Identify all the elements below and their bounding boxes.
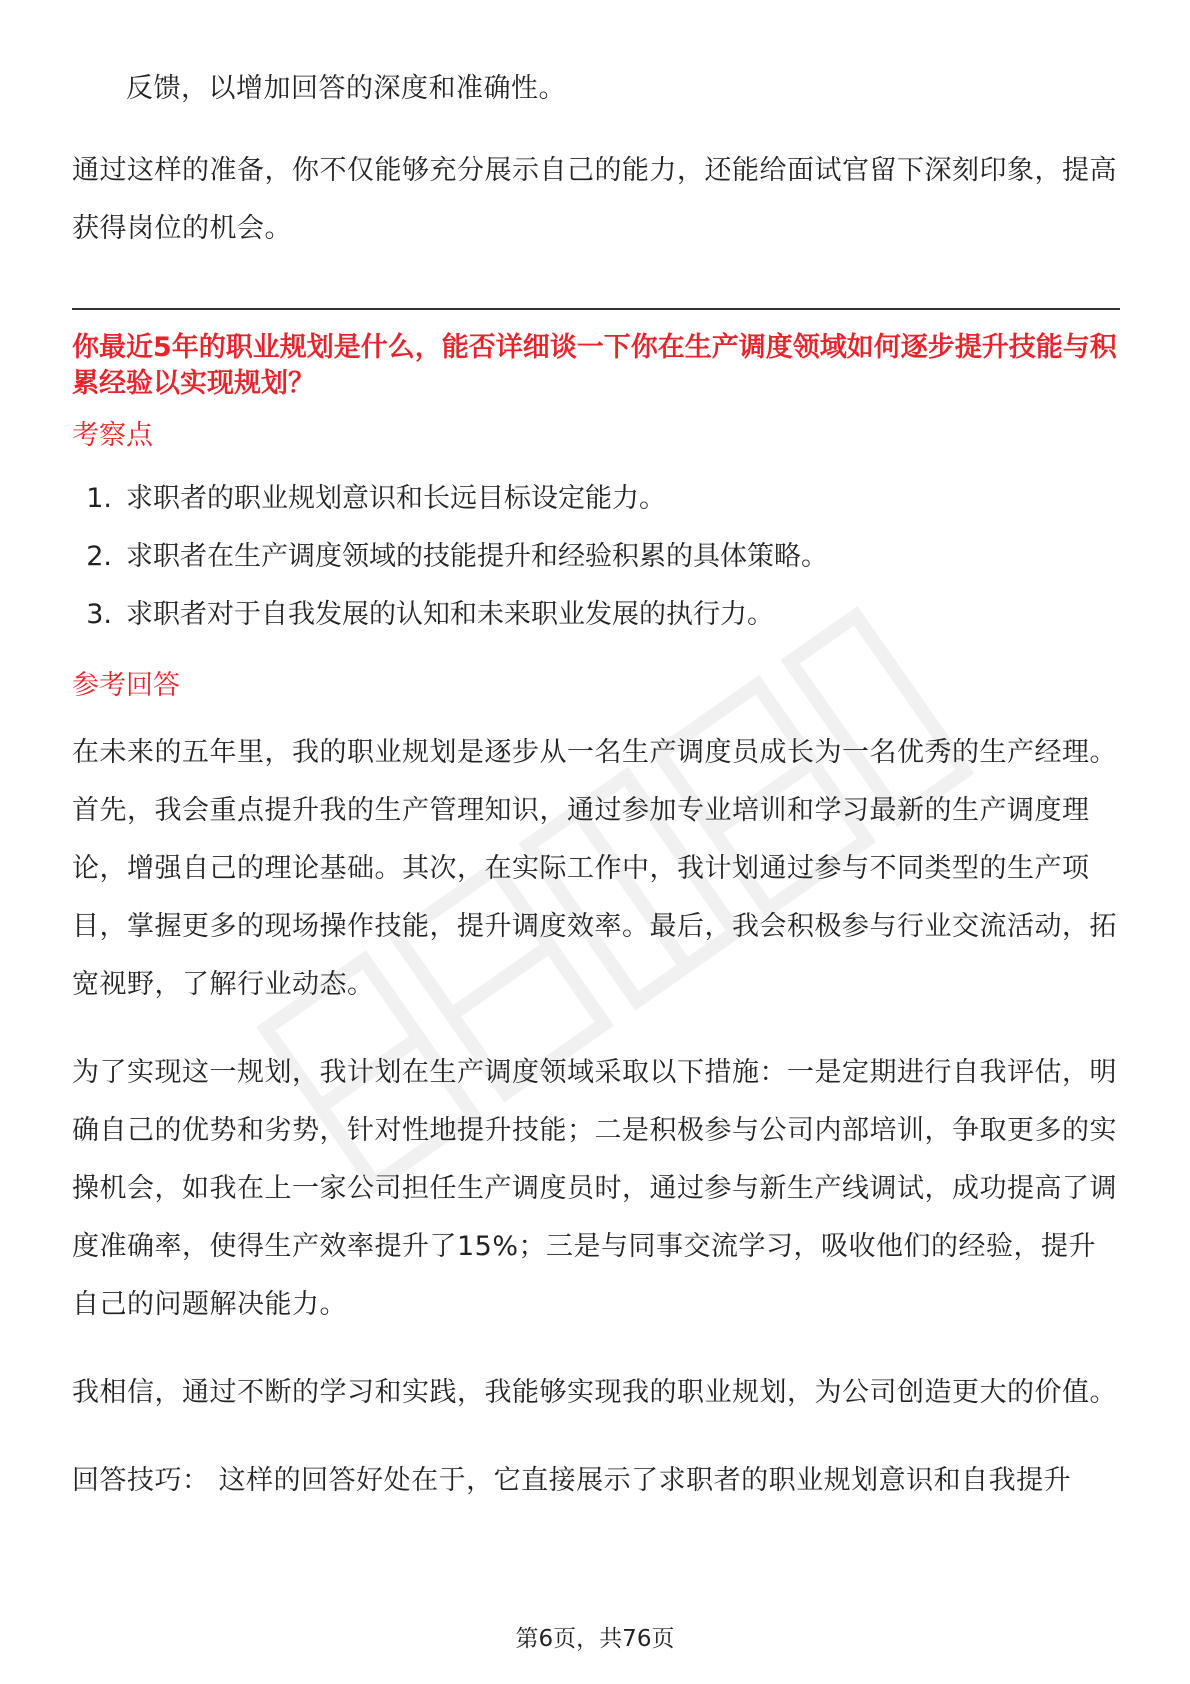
list-item-text: 求职者的职业规划意识和长远目标设定能力。 <box>126 483 666 514</box>
page-content <box>72 60 1120 1510</box>
answer-paragraph: 在未来的五年里，我的职业规划是逐步从一名生产调度员成长为一名优秀的生产经理。首先，我会重点提升我的生产管理知识，通过参加专业培训和学习最新的生产调度理论，增强自己的理论基础。其次，在实际工作中，我计划通过参与不同类型的生产项目，掌握更多的现场操作技能，提升调度效率。最后，我会积极参与行业交流活动，拓宽视野，了解行业动态。 <box>72 737 1117 1000</box>
list-item-text: 求职者对于自我发展的认知和未来职业发展的执行力。 <box>126 599 774 630</box>
list-item <box>72 586 1120 644</box>
list-item-text: 求职者在生产调度领域的技能提升和经验积累的具体策略。 <box>126 541 828 572</box>
list-item <box>72 470 1120 528</box>
intro-continued: 反馈，以增加回答的深度和准确性。 <box>126 73 566 104</box>
section-divider <box>72 308 1120 310</box>
assessment-list <box>72 470 1120 644</box>
intro-closing: 通过这样的准备，你不仅能够充分展示自己的能力，还能给面试官留下深刻印象，提高获得岗位的机会。 <box>72 155 1117 244</box>
assessment-heading: 考察点 <box>72 420 153 451</box>
answer-paragraph: 为了实现这一规划，我计划在生产调度领域采取以下措施：一是定期进行自我评估，明确自己的优势和劣势，针对性地提升技能；二是积极参与公司内部培训，争取更多的实操机会，如我在上一家公司担任生产调度员时，通过参与新生产线调试，成功提高了调度准确率，使得生产效率提升了15%；三是与同事交流学习，吸收他们的经验，提升自己的问题解决能力。 <box>72 1057 1117 1320</box>
question-title: 你最近5年的职业规划是什么，能否详细谈一下你在生产调度领域如何逐步提升技能与积累经验以实现规划？ <box>72 332 1117 399</box>
list-item-number: 3. <box>86 599 112 630</box>
page-number: 第6页，共76页 <box>515 1626 675 1652</box>
answer-paragraph: 我相信，通过不断的学习和实践，我能够实现我的职业规划，为公司创造更大的价值。 <box>72 1377 1117 1408</box>
list-item-number: 1. <box>86 483 112 514</box>
answer-tip: 回答技巧： 这样的回答好处在于，它直接展示了求职者的职业规划意识和自我提升 <box>72 1465 1072 1496</box>
list-item <box>72 528 1120 586</box>
list-item-number: 2. <box>86 541 112 572</box>
answer-heading: 参考回答 <box>72 670 180 701</box>
